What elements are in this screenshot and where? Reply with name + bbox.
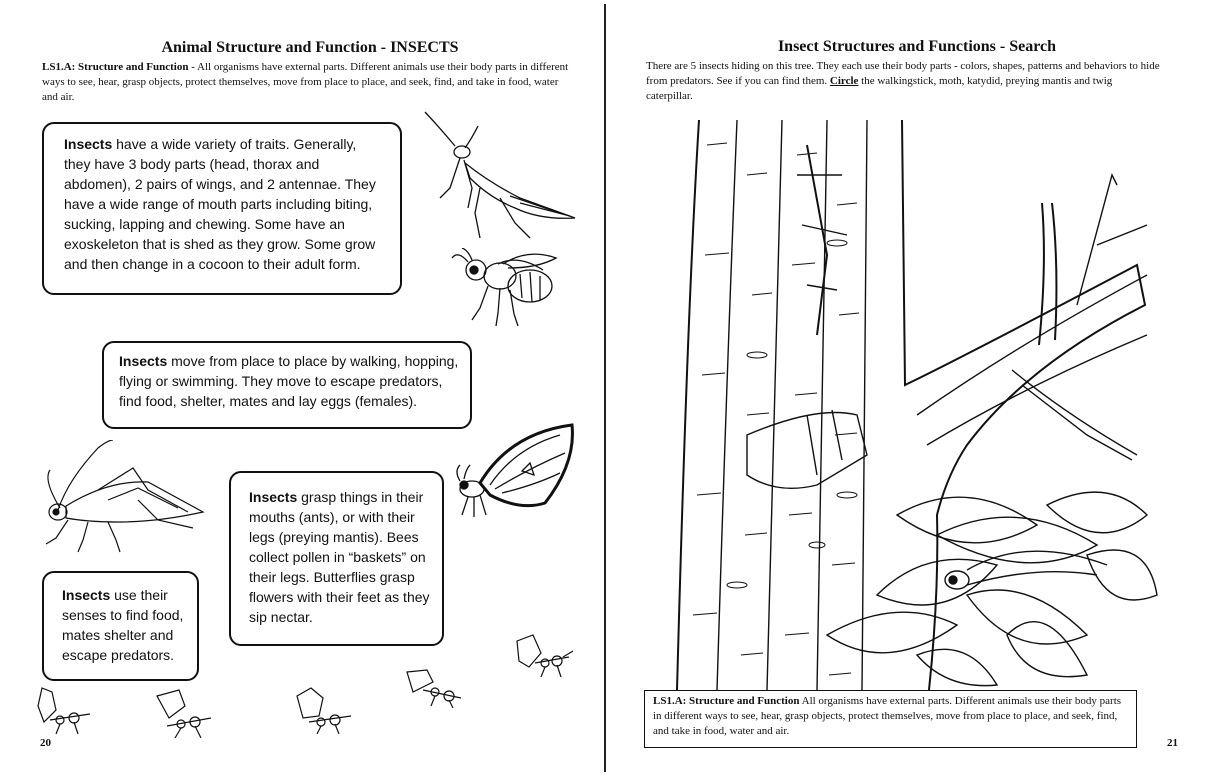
grasp-box-text: grasp things in their mouths (ants), or with their legs (preying mantis). Bees collect pollen in “baskets” on their legs. Butterflies grasp flowers with their feet as they sip nectar.: [249, 489, 430, 625]
right-page-number: 21: [1167, 737, 1178, 749]
senses-text-box: [42, 571, 199, 681]
left-intro-paragraph: [42, 60, 572, 105]
traits-box-lead: Insects: [64, 136, 113, 152]
leafcutter-ant-illustration: [515, 633, 575, 681]
left-page: [0, 0, 604, 781]
praying-mantis-illustration: [420, 108, 585, 243]
traits-text-box: [42, 122, 402, 295]
butterfly-illustration: [450, 423, 578, 523]
left-intro-text: - All organisms have external parts. Different animals use their body parts in different ways to see, hear, grasp objects, protect themselves, move from place to place, and seek, find, and take in food, water and air.: [42, 61, 569, 103]
caption-label: LS1.A: Structure and Function: [653, 695, 800, 707]
katydid-illustration: [38, 440, 213, 555]
tree-search-illustration: [667, 115, 1192, 690]
senses-box-lead: Insects: [62, 587, 111, 603]
right-intro-paragraph: [646, 59, 1161, 104]
grasp-box-lead: Insects: [249, 489, 298, 505]
caption-text: All organisms have external parts. Different animals use their body parts in different ways to see, hear, grasp objects, protect themselves, move from place to place, and seek, find, and take in food, water and air.: [653, 695, 1122, 737]
leafcutter-ant-illustration: [36, 686, 94, 736]
circle-instruction: Circle: [829, 75, 859, 87]
right-standard-caption: [644, 690, 1137, 748]
right-intro-text-1: There are 5 insects hiding on this tree. They each use their body parts - colors, shapes, patterns and behaviors to hide from predators. See if you can find them.: [646, 60, 1160, 87]
leafcutter-ant-illustration: [405, 668, 467, 708]
left-page-number: 20: [40, 737, 51, 749]
right-page-title: Insect Structures and Functions - Search: [777, 38, 1057, 55]
leafcutter-ant-illustration: [295, 686, 357, 734]
right-page: [607, 0, 1222, 781]
left-intro-label: LS1.A: Structure and Function: [42, 61, 189, 73]
movement-text-box: [102, 341, 472, 429]
bee-illustration: [448, 248, 563, 328]
traits-box-text: have a wide variety of traits. Generally, they have 3 body parts (head, thorax and abdomen), 2 pairs of wings, and 2 antennae. They have a wide range of mouth parts including biting, sucking, lapping and chewing. Some have an exoskeleton that is shed as they grow. Some grow and then change in a cocoon to their adult form.: [64, 136, 376, 272]
leafcutter-ant-illustration: [155, 688, 215, 738]
movement-box-text: move from place to place by walking, hopping, flying or swimming. They move to escape predators, find food, shelter, mates and lay eggs (females).: [119, 353, 459, 409]
senses-box-text: use their senses to find food, mates shelter and escape predators.: [62, 587, 184, 663]
grasp-text-box: [229, 471, 444, 646]
left-page-title: Animal Structure and Function - INSECTS: [161, 39, 459, 56]
movement-box-lead: Insects: [119, 353, 168, 369]
right-intro-text-2: the walkingstick, moth, katydid, preying mantis and twig caterpillar.: [646, 75, 1113, 102]
page-divider: [604, 4, 606, 772]
